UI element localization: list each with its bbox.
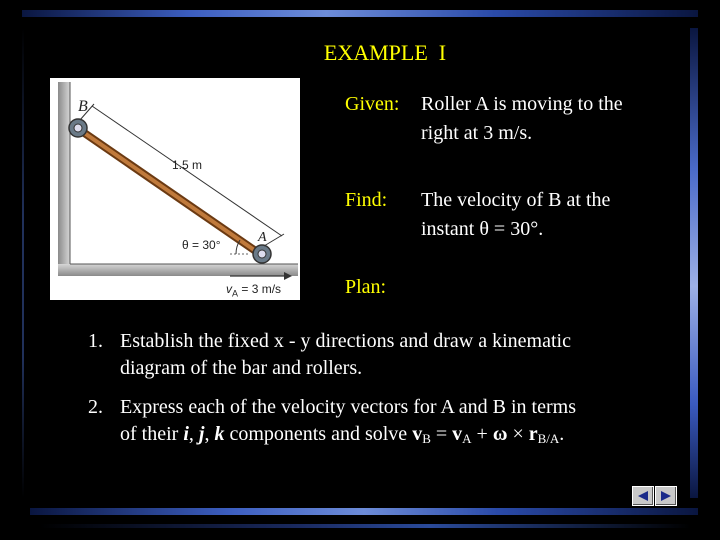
step-number: 2.	[88, 396, 103, 418]
bottom-decorative-bar	[30, 508, 698, 515]
triangle-right-icon	[659, 490, 673, 502]
find-block	[345, 186, 685, 244]
step-1-line1: Establish the fixed x - y directions and draw a kinematic	[120, 330, 571, 352]
slide-title: EXAMPLE I	[323, 40, 447, 65]
left-decorative-line	[22, 28, 24, 498]
find-line2: instant θ = 30°.	[421, 218, 544, 240]
slide-navigation	[632, 486, 678, 506]
bottom-decorative-line	[40, 524, 690, 528]
find-label: Find:	[345, 189, 388, 211]
plan-block	[345, 273, 386, 302]
bar-rollers-figure	[50, 78, 300, 300]
velocity-value: = 3 m/s	[238, 282, 282, 296]
plan-step-2	[88, 394, 688, 452]
step-number: 1.	[88, 330, 103, 352]
length-label: 1.5 m	[172, 158, 203, 172]
triangle-left-icon	[636, 490, 650, 502]
velocity-label	[226, 282, 281, 298]
step-2-line1: Express each of the velocity vectors for A and B in terms	[120, 396, 576, 418]
given-block	[345, 90, 685, 148]
step-2-line2: of their i, j, k components and solve $v_B = v_A + \omega \times r_{B/A}$.	[120, 423, 565, 446]
label-a: A	[258, 230, 267, 245]
plan-step-1	[88, 328, 688, 382]
right-decorative-bar	[690, 28, 698, 498]
velocity-sub: A	[232, 288, 239, 299]
next-slide-button[interactable]	[655, 486, 677, 506]
plan-steps	[88, 328, 688, 464]
given-label: Given:	[345, 93, 400, 115]
angle-label: θ = 30°	[182, 238, 221, 252]
given-line2: right at 3 m/s.	[421, 122, 533, 144]
top-decorative-bar	[22, 10, 698, 17]
floor	[58, 264, 298, 276]
find-line1: The velocity of B at the	[421, 189, 611, 211]
given-line1: Roller A is moving to the	[421, 93, 623, 115]
previous-slide-button[interactable]	[632, 486, 654, 506]
wall	[58, 82, 70, 274]
step-1-line2: diagram of the bar and rollers.	[120, 357, 363, 379]
plan-label: Plan:	[345, 276, 387, 298]
velocity-symbol: v	[226, 282, 232, 296]
label-b: B	[78, 98, 88, 115]
